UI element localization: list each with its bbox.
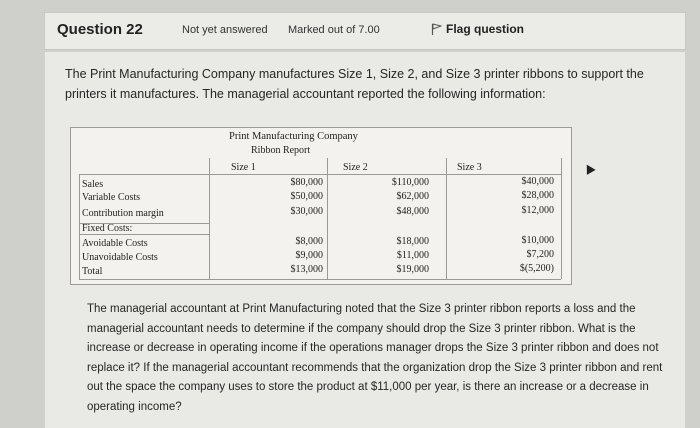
cell-contribution-size2: $48,000 bbox=[396, 206, 429, 217]
column-header-size3: Size 3 bbox=[457, 162, 482, 173]
cell-avoidable-size2: $18,000 bbox=[396, 236, 429, 247]
column-header-size2: Size 2 bbox=[343, 162, 368, 173]
column-header-size1: Size 1 bbox=[231, 162, 256, 173]
cell-unavoidable-size3: $7,200 bbox=[526, 249, 554, 260]
row-label-total: Total bbox=[82, 266, 103, 277]
flag-question-button[interactable] bbox=[431, 22, 524, 36]
cell-sales-size2: $110,000 bbox=[391, 177, 429, 188]
question-intro: The Print Manufacturing Company manufactures Size 1, Size 2, and Size 3 printer ribbons to support the printers it manufactures. The managerial accountant reported the following information: bbox=[65, 67, 644, 101]
row-label-sales: Sales bbox=[82, 179, 104, 190]
row-label-fixed-costs: Fixed Costs: bbox=[82, 223, 133, 234]
col-divider bbox=[79, 174, 80, 279]
cell-avoidable-size1: $8,000 bbox=[295, 236, 323, 247]
cell-sales-size1: $80,000 bbox=[290, 177, 323, 188]
row-divider bbox=[79, 234, 209, 235]
cell-variable-size3: $28,000 bbox=[521, 190, 554, 201]
col-divider bbox=[327, 158, 328, 279]
table-bottom bbox=[79, 279, 561, 280]
cell-sales-size3: $40,000 bbox=[521, 176, 554, 187]
cell-unavoidable-size1: $9,000 bbox=[295, 250, 323, 261]
cell-variable-size1: $50,000 bbox=[290, 191, 323, 202]
cell-total-size1: $13,000 bbox=[290, 264, 323, 275]
row-label-contribution-margin: Contribution margin bbox=[82, 208, 164, 219]
row-label-variable-costs: Variable Costs bbox=[82, 192, 141, 203]
cell-total-size3: $(5,200) bbox=[519, 263, 554, 274]
col-divider bbox=[446, 158, 447, 279]
question-title: Question 22 bbox=[57, 21, 143, 38]
question-content bbox=[44, 52, 686, 428]
question-info-bar bbox=[44, 12, 686, 50]
question-text: The managerial accountant at Print Manufacturing noted that the Size 3 printer ribbon reports a loss and the managerial accountant needs to determine if the company should drop the Size 3 printer ribbon. What is the increase or decrease in operating income if the operations manager drops the Size 3 printer ribbon and does not replace it? If the managerial accountant recommends that the organization drop the Size 3 printer ribbon and rent out the space the company uses to store the product at $11,000 per year, is there an increase or a decrease in operating income? bbox=[87, 303, 663, 413]
marks-info: Marked out of 7.00 bbox=[288, 24, 380, 36]
cell-contribution-size3: $12,000 bbox=[521, 205, 554, 216]
cell-contribution-size1: $30,000 bbox=[290, 206, 323, 217]
header-divider bbox=[79, 174, 561, 175]
cell-avoidable-size3: $10,000 bbox=[521, 235, 554, 246]
row-label-avoidable-costs: Avoidable Costs bbox=[82, 238, 148, 249]
cell-unavoidable-size2: $11,000 bbox=[396, 250, 429, 261]
ribbon-report-image bbox=[70, 127, 572, 285]
row-label-unavoidable-costs: Unavoidable Costs bbox=[82, 252, 158, 263]
flag-question-label: Flag question bbox=[446, 22, 524, 36]
col-divider bbox=[561, 158, 562, 279]
cell-variable-size2: $62,000 bbox=[396, 191, 429, 202]
cell-total-size2: $19,000 bbox=[396, 264, 429, 275]
report-subtitle: Ribbon Report bbox=[251, 145, 311, 156]
report-title: Print Manufacturing Company bbox=[229, 131, 358, 142]
flag-icon bbox=[431, 23, 442, 35]
col-divider bbox=[209, 158, 210, 279]
answer-status: Not yet answered bbox=[182, 24, 268, 36]
